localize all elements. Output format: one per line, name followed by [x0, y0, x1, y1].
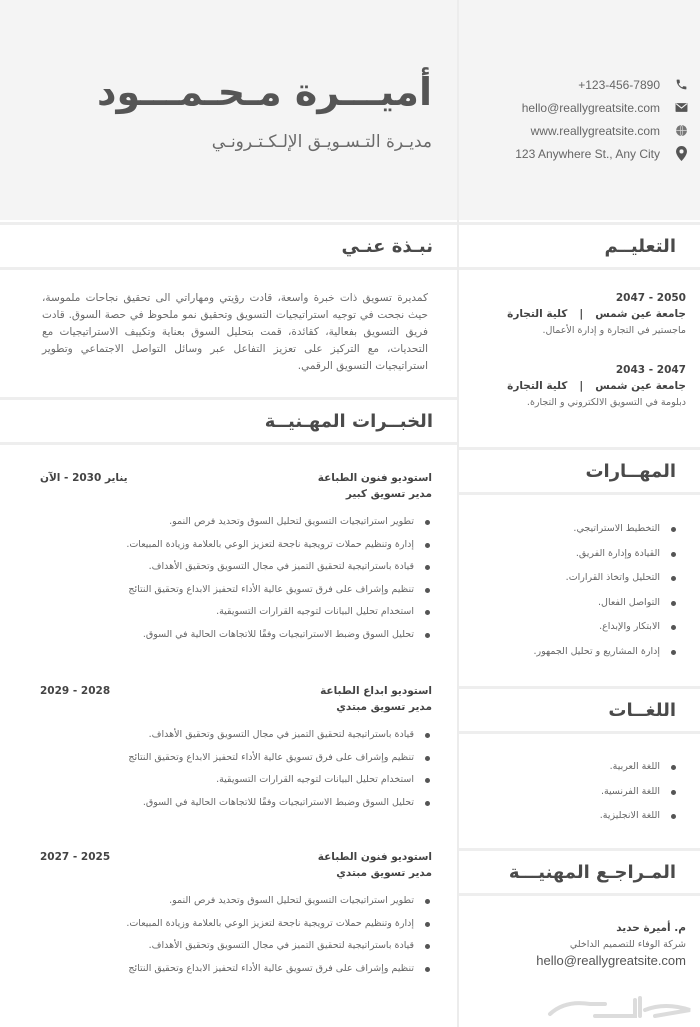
job-bullet: إدارة وتنظيم حملات ترويجية ناجحة لتعزيز الوعي بالعلامة وزيادة المبيعات. — [40, 916, 414, 939]
website-text[interactable]: www.reallygreatsite.com — [530, 123, 660, 138]
job-role: مدير تسويق مبتدي — [336, 867, 432, 879]
job-role: مدير تسويق مبتدي — [336, 701, 432, 713]
job-bullet: قيادة باستراتيجية لتحقيق التميز في مجال التسويق وتحقيق الأهداف. — [40, 938, 414, 961]
job-dates: يناير 2030 - الآن — [40, 472, 128, 484]
job-entry — [40, 472, 432, 649]
job-bullet: قيادة باستراتيجية لتحقيق التميز في مجال التسويق وتحقيق الأهداف. — [40, 727, 414, 750]
job-bullet: استخدام تحليل البيانات لتوجيه القرارات التسويقية. — [40, 604, 414, 627]
skills-heading: المهــارات — [585, 460, 676, 482]
job-bullet: تحليل السوق وضبط الاستراتيجيات وفقًا للاتجاهات الحالية في السوق. — [40, 627, 414, 650]
contact-list — [458, 73, 688, 165]
skill-item: التخطيط الاستراتيجي. — [460, 521, 660, 546]
education-heading: التعليــم — [604, 235, 676, 257]
job-bullet: تنظيم وإشراف على فرق تسويق عالية الأداء لتحفيز الابداع وتحقيق النتائج — [40, 750, 414, 773]
job-company: استوديو فنون الطباعة — [317, 472, 432, 484]
education-separator: | — [579, 380, 584, 392]
job-bullet: تنظيم وإشراف على فرق تسويق عالية الأداء لتحفيز الابداع وتحقيق النتائج — [40, 582, 414, 605]
education-years: 2050 - 2047 — [615, 292, 686, 304]
language-item: اللغة الفرنسية. — [460, 784, 660, 809]
job-bullets — [40, 893, 432, 983]
address-text: 123 Anywhere St., Any City — [515, 146, 660, 161]
location-pin-icon — [674, 147, 688, 161]
job-bullet: تحليل السوق وضبط الاستراتيجيات وفقًا للاتجاهات الحالية في السوق. — [40, 795, 414, 818]
contact-email — [458, 96, 688, 119]
about-heading-bar — [0, 222, 457, 270]
job-dates: 2025 - 2027 — [40, 851, 111, 863]
job-bullets — [40, 727, 432, 817]
email-icon — [674, 101, 688, 115]
skill-item: القيادة وإدارة الفريق. — [460, 546, 660, 571]
languages-heading-bar — [459, 686, 700, 734]
education-entry — [471, 364, 686, 408]
job-entry — [40, 851, 432, 983]
job-bullet: تطوير استراتيجيات التسويق لتحليل السوق وتحديد فرص النمو. — [40, 893, 414, 916]
reference-name: م. أميرة حديد — [616, 922, 686, 934]
job-bullet: استخدام تحليل البيانات لتوجيه القرارات التسويقية. — [40, 772, 414, 795]
references-heading: المـراجـع المهنيـــة — [508, 861, 676, 883]
candidate-title: مديـرة التـسـويـق الإلـكـتـرونـي — [211, 132, 432, 152]
reference-company: شركة الوفاء للتصميم الداخلي — [569, 939, 686, 950]
skill-item: التواصل الفعال. — [460, 595, 660, 620]
education-entry — [471, 292, 686, 336]
skills-list — [460, 521, 678, 668]
contact-phone — [458, 73, 688, 96]
experience-heading: الخبــرات المهـنيــة — [264, 410, 433, 432]
skill-item: إدارة المشاريع و تحليل الجمهور. — [460, 644, 660, 669]
education-degree: دبلومة في التسويق الالكتروني و التجارة. — [526, 397, 686, 408]
education-university: جامعة عين شمس — [595, 308, 686, 320]
languages-list — [460, 759, 678, 833]
reference-email[interactable]: hello@reallygreatsite.com — [536, 953, 686, 968]
globe-icon — [674, 124, 688, 138]
phone-icon — [674, 78, 688, 92]
watermark-logo — [545, 990, 695, 1024]
contact-address — [458, 142, 688, 165]
language-item: اللغة الانجليزية. — [460, 808, 660, 833]
education-heading-bar — [459, 222, 700, 270]
skill-item: الابتكار والإبداع. — [460, 619, 660, 644]
references-heading-bar — [459, 848, 700, 896]
candidate-name: أميـــرة مـحـمـــود — [97, 70, 432, 114]
skill-item: التحليل واتخاذ القرارات. — [460, 570, 660, 595]
job-role: مدير تسويق كبير — [345, 488, 432, 500]
education-university: جامعة عين شمس — [595, 380, 686, 392]
education-separator: | — [579, 308, 584, 320]
skills-heading-bar — [459, 447, 700, 495]
about-heading: نبـذة عنـي — [341, 235, 433, 257]
reference-entry — [466, 922, 686, 968]
job-entry — [40, 685, 432, 817]
job-dates: 2028 - 2029 — [40, 685, 111, 697]
job-company: استوديو فنون الطباعة — [317, 851, 432, 863]
education-faculty: كلية التجارة — [507, 308, 568, 320]
education-faculty: كلية التجارة — [507, 380, 568, 392]
phone-text: +123-456-7890 — [578, 77, 660, 92]
job-bullet: تنظيم وإشراف على فرق تسويق عالية الأداء لتحفيز الابداع وتحقيق النتائج — [40, 961, 414, 984]
job-bullet: تطوير استراتيجيات التسويق لتحليل السوق وتحديد فرص النمو. — [40, 514, 414, 537]
job-bullet: قيادة باستراتيجية لتحقيق التميز في مجال التسويق وتحقيق الأهداف. — [40, 559, 414, 582]
education-years: 2047 - 2043 — [615, 364, 686, 376]
experience-heading-bar — [0, 397, 457, 445]
job-bullets — [40, 514, 432, 649]
language-item: اللغة العربية. — [460, 759, 660, 784]
education-degree: ماجستير في التجارة و إدارة الأعمال. — [542, 325, 686, 336]
contact-website — [458, 119, 688, 142]
languages-heading: اللغــات — [608, 699, 676, 721]
email-text[interactable]: hello@reallygreatsite.com — [521, 100, 660, 115]
about-text: كمديرة تسويق ذات خبرة واسعة، قادت رؤيتي ومهاراتي الى تحقيق نجاحات ملموسة، حيث نجحت في توجيه استراتيجيات التسويق وتحقيق نمو ملحوظ في حصة السوق. قادت فريق التسويق بفعالية، كقائدة، قمت بتحليل السوق بعناية وتكييف الاستراتيجيات مع التحديات، مع التركيز على تعزيز التفاعل عبر وسائل التواصل الاجتماعي وتطوير استراتيجيات التسويق الرقمي. — [42, 292, 428, 372]
job-bullet: إدارة وتنظيم حملات ترويجية ناجحة لتعزيز الوعي بالعلامة وزيادة المبيعات. — [40, 537, 414, 560]
job-company: استوديو ابداع الطباعة — [320, 685, 432, 697]
